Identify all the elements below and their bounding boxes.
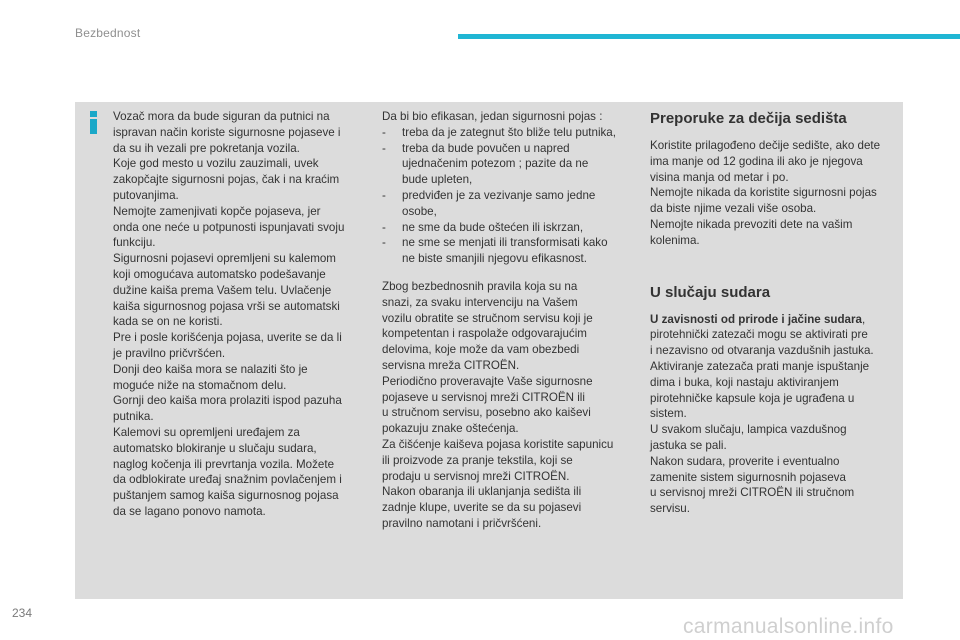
text-line: ne biste smanjili njegovu efikasnost. (402, 252, 587, 266)
text-line: zakopčajte sigurnosni pojas, čak i na kraćim (113, 173, 340, 187)
text-line: da su ih vezali pre pokretanja vozila. (113, 141, 300, 155)
text-line: delovima, koje može da vam obezbedi (382, 343, 580, 357)
section-title-child-seats: Preporuke za dečija sedišta (650, 110, 847, 127)
text-line: Za čišćenje kaiševa pojasa koristite sapunicu (382, 437, 614, 451)
column-recommendations (650, 109, 900, 517)
list-item (382, 188, 630, 220)
text-line: puštanjem samog kaiša sigurnosnog pojasa (113, 489, 339, 503)
text-line: jastuka se pali. (650, 438, 727, 452)
text-line: ne sme da bude oštećen ili iskrzan, (402, 220, 584, 234)
text-line: u servisnoj mreži CITROËN ili stručnom (650, 486, 855, 500)
text-line: Koristite prilagođeno dečije sedište, ako dete (650, 139, 881, 152)
text-line: moguće niže na stomačnom delu. (113, 378, 287, 392)
text-line: u stručnom servisu, posebno ako kaiševi (382, 406, 591, 420)
text-line: Vozač mora da bude siguran da putnici na (113, 110, 330, 123)
text-line: ujednačenim potezom ; pazite da ne (402, 157, 589, 171)
text-line: osobe, (402, 204, 437, 218)
text-line: servisna mreža CITROËN. (382, 358, 520, 372)
text-line: pravilno namotani i pričvršćeni. (382, 516, 542, 530)
text-line: Nakon sudara, proverite i eventualno (650, 454, 840, 468)
text-line: da se lagano ponovo namota. (113, 504, 266, 518)
text-line: pokazuju znake oštećenja. (382, 422, 519, 436)
text-line: kada se on ne koristi. (113, 315, 223, 329)
watermark: carmanualsonline.info (683, 615, 894, 638)
list-item (382, 220, 630, 236)
text-line: Koje god mesto u vozilu zauzimali, uvek (113, 157, 319, 171)
section-title-collision: U slučaju sudara (650, 283, 771, 301)
bold-lead: U zavisnosti od prirode i jačine sudara (650, 312, 862, 326)
lead-line (650, 312, 900, 328)
text-line: treba da bude povučen u napred (402, 141, 570, 155)
text-line: Periodično proveravajte Vaše sigurnosne (382, 374, 593, 388)
text-line: i nezavisno od otvaranja vazdušnih jastuka. (650, 344, 874, 358)
text-line: ili proizvode za pranje tekstila, koji se (382, 453, 573, 467)
text-line: snazi, za svaku intervenciju na Vašem (382, 295, 578, 309)
text-line: naglog kočenja ili prevrtanja vozila. Možete (113, 457, 335, 471)
header-accent-bar (458, 34, 960, 39)
column-seatbelt-requirements (382, 109, 630, 532)
text-line: kompetentan i raspolaže odgovarajućim (382, 327, 587, 341)
list-intro: Da bi bio efikasan, jedan sigurnosni pojas : (382, 110, 603, 123)
text-line: pirotehničke kapsule koja je ugrađena u (650, 391, 855, 405)
text-line: Nemojte nikada prevoziti dete na vašim (650, 217, 853, 231)
list-dash: - (382, 220, 386, 234)
text-line: bude upleten, (402, 173, 473, 187)
text-line: treba da je zategnut što bliže telu putnika, (402, 125, 616, 139)
text-line: vozilu obratite se stručnom servisu koji je (382, 311, 593, 325)
text-line: Aktiviranje zatezača prati manje ispuštanje (650, 359, 870, 373)
text-line: pirotehnički zatezači mogu se aktivirati pre (650, 328, 868, 342)
list-dash: - (382, 236, 386, 250)
text-line: Sigurnosni pojasevi opremljeni su kalemom (113, 252, 336, 266)
text-line: dima i buka, koji nastaju aktiviranjem (650, 375, 839, 389)
text-line: kaiša sigurnosnog pojasa vrši se automatski (113, 299, 340, 313)
text-line: automatsko blokiranje u slučaju sudara, (113, 441, 317, 455)
text-line: onda one neće u potpunosti ispunjavati svoju (113, 220, 345, 234)
text-line: Kalemovi su opremljeni uređajem za (113, 425, 300, 439)
text-line: prodaju u servisnoj mreži CITROËN. (382, 469, 570, 483)
service-paragraph (382, 279, 630, 532)
text-line: koji omogućava automatsko podešavanje (113, 267, 326, 281)
list-item (382, 141, 630, 188)
text-line: Pre i posle korišćenja pojasa, uverite se da li (113, 331, 342, 345)
list-item (382, 235, 630, 267)
list-item (382, 125, 630, 141)
section-header-title: Bezbednost (75, 26, 141, 40)
text-line: zamenite sistem sigurnosnih pojaseva (650, 470, 846, 484)
text-line: sistem. (650, 407, 687, 421)
text-line: kolenima. (650, 233, 700, 247)
text-line: visina manja od metar i po. (650, 170, 789, 184)
text-line: Nemojte nikada da koristite sigurnosni pojas (650, 186, 877, 200)
text-line: U svakom slučaju, lampica vazdušnog (650, 423, 847, 437)
column-seatbelt-usage (113, 109, 358, 520)
text-line: putovanjima. (113, 188, 179, 202)
info-icon (87, 111, 99, 133)
page-number: 234 (12, 606, 33, 620)
text-line: zadnje klupe, uverite se da su pojasevi (382, 501, 582, 515)
text-line: Zbog bezbednosnih pravila koja su na (382, 279, 578, 293)
text-line: ne sme se menjati ili transformisati kako (402, 236, 608, 250)
lead-rest: , (861, 312, 866, 326)
text-line: putnika. (113, 410, 154, 424)
text-line: Nemojte zamenjivati kopče pojaseva, jer (113, 204, 321, 218)
list-dash: - (382, 141, 386, 155)
text-line: servisu. (650, 502, 690, 516)
text-line: da odblokirate uređaj snažnim povlačenjem i (113, 473, 342, 487)
text-line: predviđen je za vezivanje samo jedne (402, 188, 596, 202)
text-line: Donji deo kaiša mora se nalaziti što je (113, 362, 308, 376)
text-line: Nakon obaranja ili uklanjanja sedišta ili (382, 485, 582, 499)
text-line: ima manje od 12 godina ili ako je njegova (650, 154, 863, 168)
text-line: funkciju. (113, 236, 156, 250)
text-line: da biste njime vezali više osoba. (650, 202, 817, 216)
text-line: dužine kaiša prema Vašem telu. Uvlačenje (113, 283, 332, 297)
text-line: ispravan način koriste sigurnosne pojaseve i (113, 125, 341, 139)
list-dash: - (382, 188, 386, 202)
text-line: pojaseve u servisnoj mreži CITROËN ili (382, 390, 585, 404)
text-line: Gornji deo kaiša mora prolaziti ispod pazuha (113, 394, 342, 408)
text-line: je pravilno pričvršćen. (113, 346, 226, 360)
list-dash: - (382, 125, 386, 139)
